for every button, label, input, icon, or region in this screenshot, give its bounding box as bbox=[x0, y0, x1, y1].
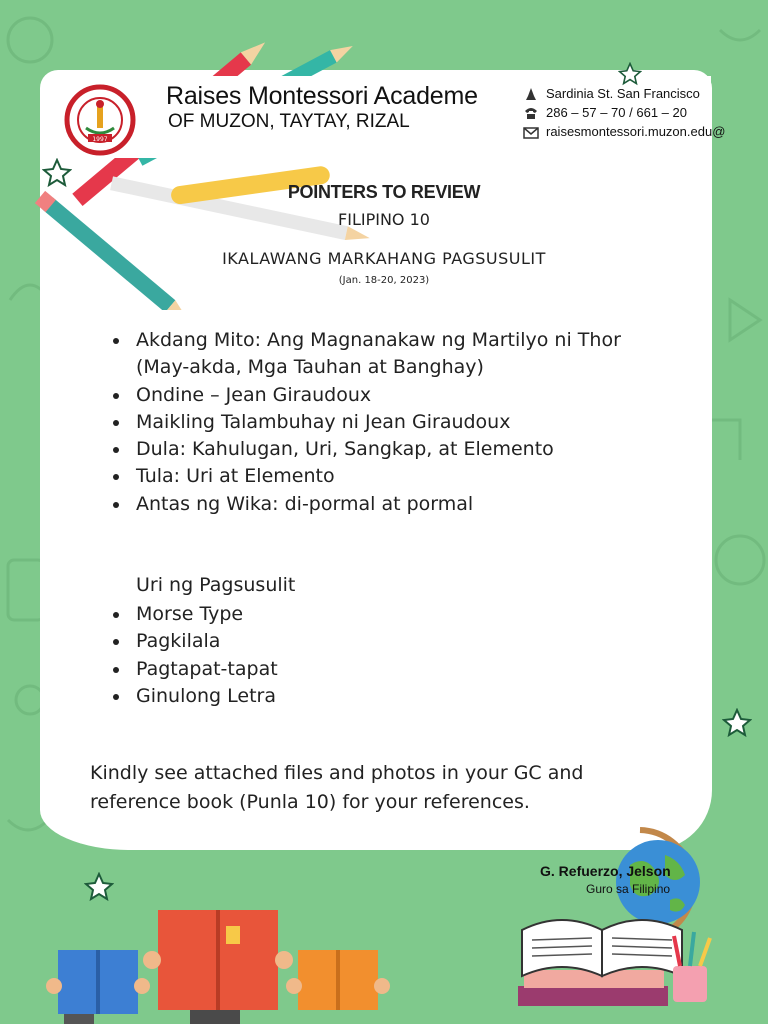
email-text: raisesmontessori.muzon.edu@ bbox=[546, 124, 726, 139]
phone-icon bbox=[522, 106, 540, 120]
list-item: Maikling Talambuhay ni Jean Giraudoux bbox=[113, 409, 673, 436]
list-item: Dula: Kahulugan, Uri, Sangkap, at Elemento bbox=[113, 436, 673, 463]
book-stack-illustration bbox=[508, 890, 718, 1022]
contact-info bbox=[522, 84, 725, 141]
signature-name: G. Refuerzo, Jelson bbox=[540, 863, 671, 879]
location-icon bbox=[522, 87, 540, 101]
address-text: Sardinia St. San Francisco bbox=[546, 86, 700, 101]
list-item: Akdang Mito: Ang Magnanakaw ng Martilyo ni Thor (May-akda, Mga Tauhan at Banghay) bbox=[113, 327, 673, 382]
phone-text: 286 – 57 – 70 / 661 – 20 bbox=[546, 105, 687, 120]
test-types-label: Uri ng Pagsusulit bbox=[136, 574, 296, 596]
seal-year: 1997 bbox=[92, 136, 108, 143]
school-location: OF MUZON, TAYTAY, RIZAL bbox=[168, 111, 410, 132]
star-icon bbox=[42, 158, 72, 188]
school-seal-logo bbox=[64, 84, 136, 156]
star-icon bbox=[722, 708, 752, 738]
school-name: Raises Montessori Academe bbox=[166, 82, 478, 110]
list-item: Antas ng Wika: di-pormal at pormal bbox=[113, 491, 673, 518]
closing-note: Kindly see attached files and photos in your GC and reference book (Punla 10) for your references. bbox=[90, 762, 584, 813]
reading-kids-illustration bbox=[40, 890, 400, 1024]
document-title: POINTERS TO REVIEW bbox=[287, 182, 481, 202]
exam-dates: (Jan. 18-20, 2023) bbox=[338, 275, 430, 286]
list-item: Tula: Uri at Elemento bbox=[113, 463, 673, 490]
list-item: Ginulong Letra bbox=[113, 683, 673, 710]
signature-role: Guro sa Filipino bbox=[586, 882, 671, 896]
list-item: Pagkilala bbox=[113, 628, 673, 655]
exam-title: IKALAWANG MARKAHANG PAGSUSULIT bbox=[222, 249, 546, 268]
subject-title: FILIPINO 10 bbox=[338, 210, 430, 229]
topics-list bbox=[113, 327, 673, 518]
list-item: Pagtapat-tapat bbox=[113, 656, 673, 683]
list-item: Ondine – Jean Giraudoux bbox=[113, 382, 673, 409]
star-icon bbox=[618, 62, 642, 86]
list-item: Morse Type bbox=[113, 601, 673, 628]
email-icon bbox=[522, 125, 540, 139]
test-types-list bbox=[113, 601, 673, 710]
